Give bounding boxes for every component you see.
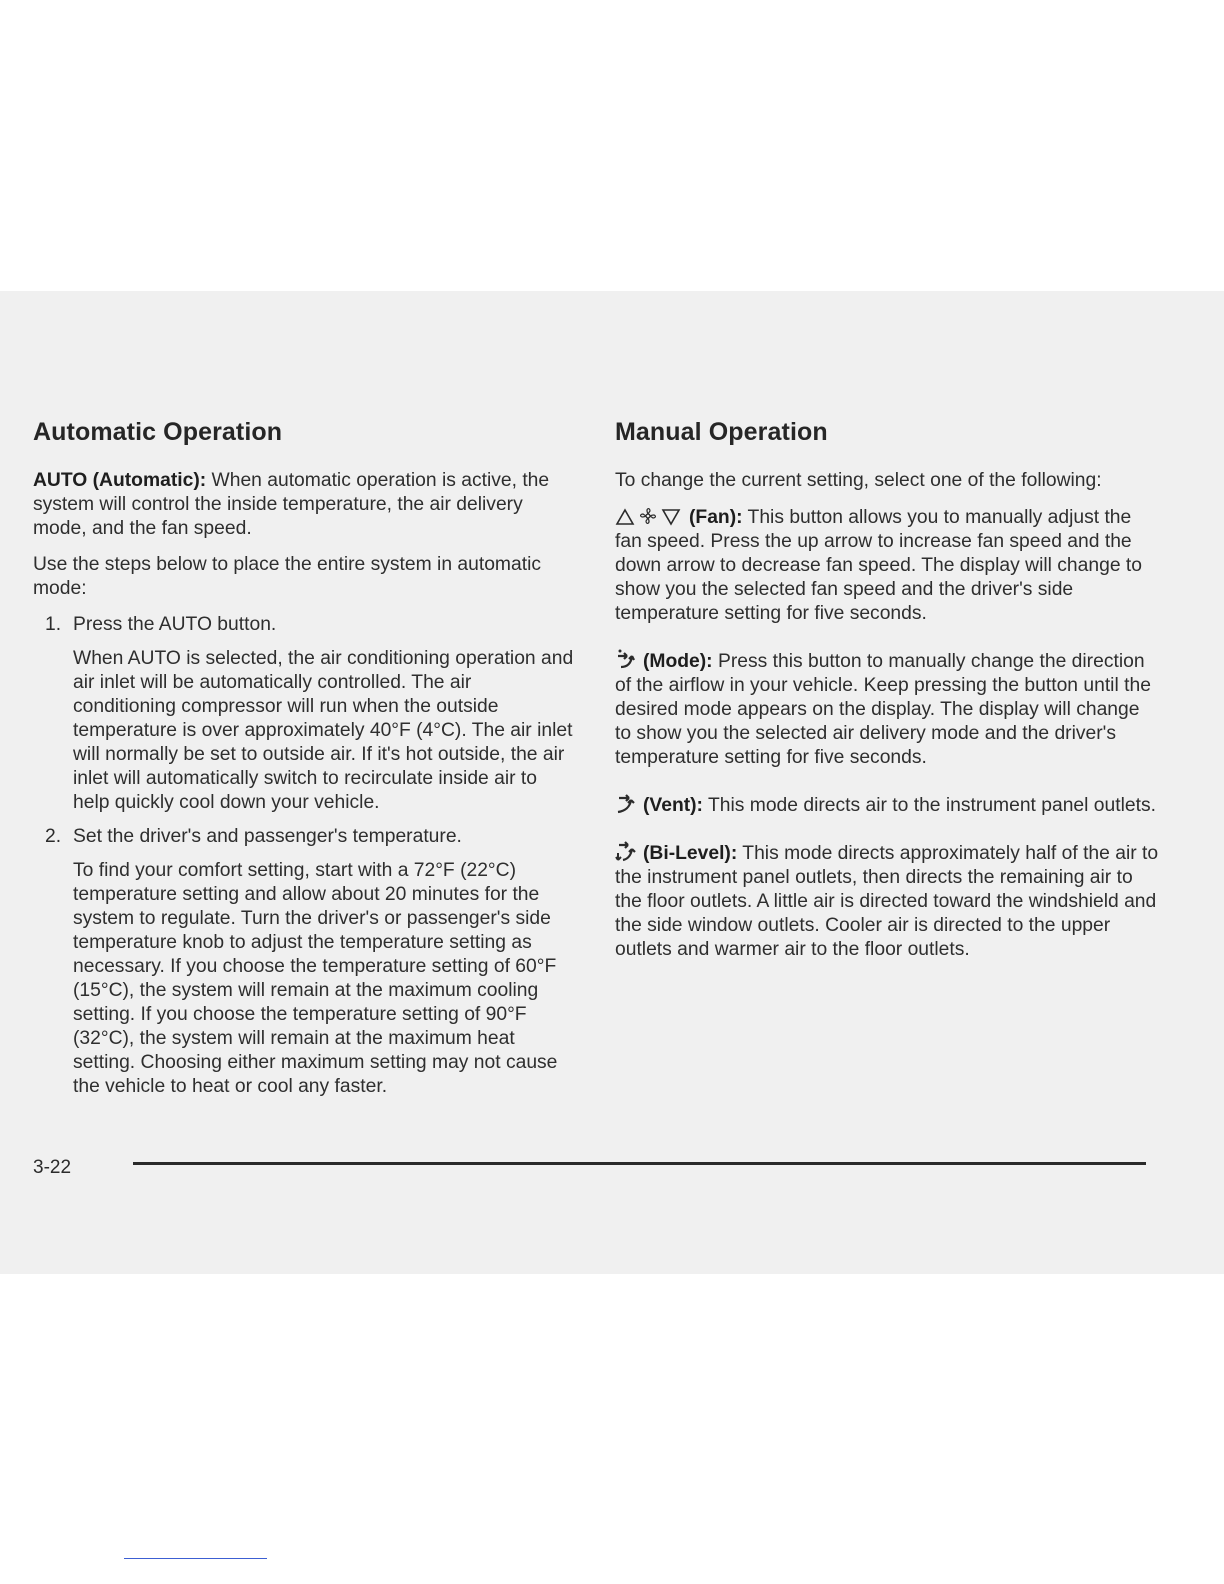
auto-paragraph (33, 469, 578, 541)
vent-paragraph (615, 792, 1160, 818)
bi-level-icon (615, 840, 637, 862)
fan-label: (Fan): (689, 507, 743, 528)
vent-icon (615, 792, 637, 814)
right-column (615, 418, 1160, 974)
mode-paragraph (615, 648, 1160, 770)
steps-list (33, 613, 578, 1099)
step-number: 2. (45, 826, 62, 847)
list-item (33, 613, 578, 815)
auto-intro: Use the steps below to place the entire system in automatic mode: (33, 554, 541, 599)
step-title: Set the driver's and passenger's temperature. (73, 826, 462, 847)
link-underline (124, 1558, 267, 1559)
left-column (33, 418, 578, 1109)
footer-rule (133, 1162, 1146, 1165)
list-item (33, 825, 578, 1099)
manual-operation-heading: Manual Operation (615, 418, 828, 446)
manual-intro: To change the current setting, select one of the following: (615, 470, 1102, 491)
arrow-down-icon (661, 507, 681, 527)
step-title: Press the AUTO button. (73, 614, 277, 635)
bi-level-text: This mode directs approximately half of the air to the instrument panel outlets, then directs the remaining air to the floor outlets. A little air is directed toward the windshield and the side window outlets. Cooler air is directed to the upper outlets and warmer air to the floor outlets. (615, 843, 1159, 960)
fan-paragraph (615, 505, 1160, 626)
fan-controls (615, 505, 683, 530)
vent-text: This mode directs air to the instrument panel outlets. (702, 795, 1156, 816)
mode-label: (Mode): (643, 651, 713, 672)
auto-label: AUTO (Automatic): (33, 470, 207, 491)
fan-icon (637, 505, 659, 527)
mode-icon (615, 648, 637, 670)
vent-label: (Vent): (643, 795, 703, 816)
page-number: 3-22 (33, 1157, 72, 1178)
bi-level-label: (Bi-Level): (643, 843, 738, 864)
step-body: To find your comfort setting, start with a 72°F (22°C) temperature setting and allow about 20 minutes for the system to regulate. Turn the driver's or passenger's side temperature knob to adjust the temperature setting as necessary. If you choose the temperature setting of 60°F (15°C), the system will remain at the maximum cooling setting. If you choose the temperature setting of 90°F (32°C), the system will remain at the maximum heat setting. Choosing either maximum setting may not cause the vehicle to heat or cool any faster. (73, 860, 558, 1097)
bilevel-paragraph (615, 840, 1160, 962)
step-number: 1. (45, 614, 62, 635)
automatic-operation-heading: Automatic Operation (33, 418, 283, 446)
arrow-up-icon (615, 507, 635, 527)
mode-text: Press this button to manually change the direction of the airflow in your vehicle. Keep pressing the button until the desired mode appears on the display. The display will change to show you the selected air delivery mode and the driver's temperature setting for five seconds. (615, 651, 1151, 768)
step-body: When AUTO is selected, the air conditioning operation and air inlet will be automatically controlled. The air conditioning compressor will run when the outside temperature is over approximately 40°F (4°C). The air inlet will normally be set to outside air. If it's hot outside, the air inlet will automatically switch to recirculate inside air to help quickly cool down your vehicle. (73, 648, 574, 813)
auto-text: When automatic operation is active, the system will control the inside temperature, the air delivery mode, and the fan speed. (33, 470, 550, 539)
fan-text: This button allows you to manually adjust the fan speed. Press the up arrow to increase fan speed and the down arrow to decrease fan speed. The display will change to show you the selected fan speed and the driver's side temperature setting for five seconds. (615, 507, 1142, 624)
